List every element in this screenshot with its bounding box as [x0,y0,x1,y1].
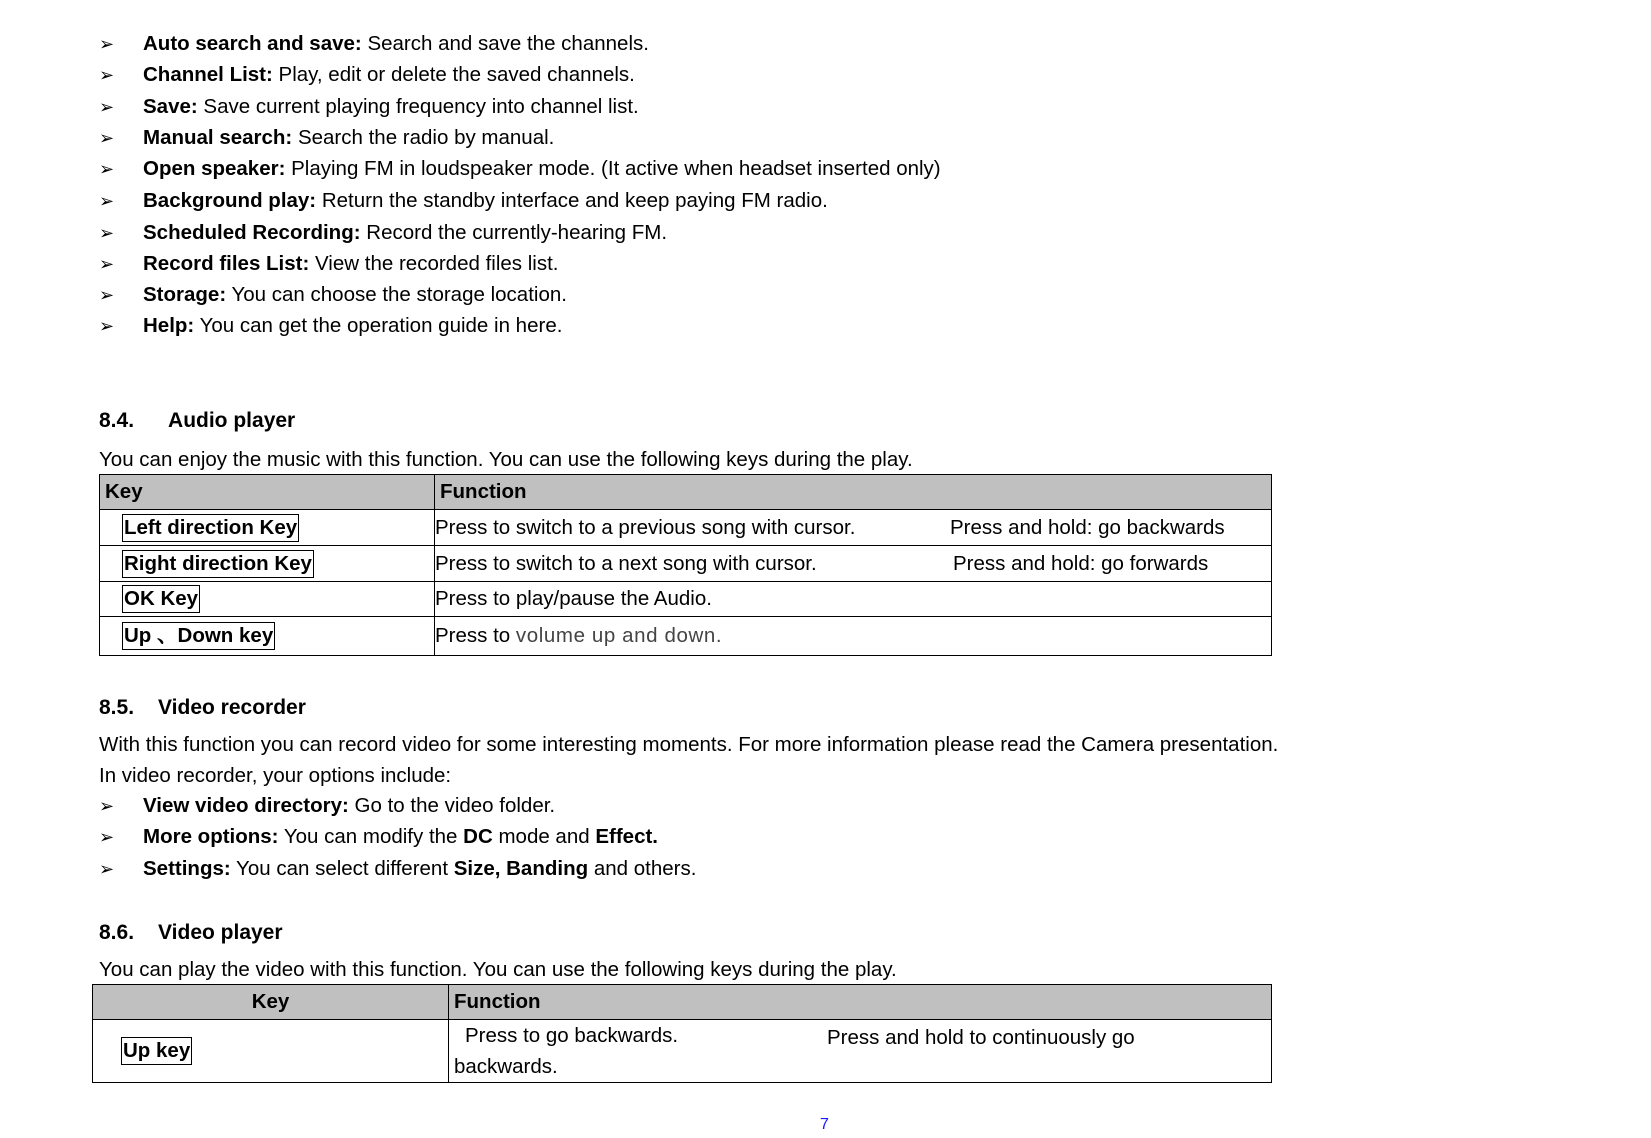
hold-text: Press and hold: go forwards [953,552,1209,575]
hold-text: Press and hold to continuously go [827,1026,1135,1049]
section-heading-audio-player [99,409,295,433]
section-heading-video-player [99,921,283,945]
option-description: Return the standby interface and keep paying FM radio. [316,189,828,212]
bullet-arrow-icon: ➢ [99,97,115,117]
option-label: Help: [143,314,195,337]
option-description: Save current playing frequency into channel list. [197,95,639,118]
bullet-arrow-icon: ➢ [99,796,115,816]
table-header-row [100,475,1272,510]
section-number: 8.6. [99,921,135,944]
bullet-arrow-icon: ➢ [99,254,115,274]
option-label: Channel List: [143,63,273,86]
table-row [100,546,1272,582]
option-label: Open speaker: [143,157,286,180]
section-title: Video recorder [158,696,306,719]
section-title: Video player [158,921,283,944]
key-label: Left direction Key [122,514,299,542]
section-number: 8.5. [99,696,135,719]
bullet-arrow-icon: ➢ [99,159,115,179]
option-label: Scheduled Recording: [143,221,361,244]
recorder-intro: With this function you can record video for some interesting moments. For more information please read the Camera presentation. [99,733,1279,756]
option-label: Manual search: [143,126,293,149]
header-key: Key [100,475,435,510]
section-heading-video-recorder [99,696,306,720]
table-header-row [93,985,1272,1020]
audio-intro: You can enjoy the music with this function. You can use the following keys during the play. [99,448,913,471]
video-keys-table [92,984,1272,1083]
key-label: Up 、Down key [122,622,275,650]
option-description: Search the radio by manual. [292,126,555,149]
section-title: Audio player [168,409,296,432]
option-description: View the recorded files list. [309,252,559,275]
option-label: Save: [143,95,198,118]
function-text-wrap: backwards. [454,1055,558,1078]
audio-keys-table [99,474,1272,656]
table-row [100,617,1272,656]
function-text: Press to [435,624,516,647]
key-label: Right direction Key [122,550,314,578]
option-description: You can choose the storage location. [226,283,567,306]
bullet-arrow-icon: ➢ [99,223,115,243]
option-label: Background play: [143,189,317,212]
option-description: Play, edit or delete the saved channels. [272,63,635,86]
bullet-arrow-icon: ➢ [99,65,115,85]
option-description: Search and save the channels. [361,32,649,55]
table-row [100,510,1272,546]
recorder-options-intro: In video recorder, your options include: [99,764,452,787]
header-function: Function [435,475,1272,510]
option-label: Auto search and save: [143,32,362,55]
bullet-arrow-icon: ➢ [99,34,115,54]
section-number: 8.4. [99,409,135,432]
key-label: Up key [121,1037,192,1065]
function-text-gray: volume up and down. [515,624,723,647]
function-text: Press to switch to a next song with cursor. [435,551,817,575]
table-row [93,1020,1272,1083]
bullet-arrow-icon: ➢ [99,859,115,879]
function-text: Press to go backwards. [465,1024,679,1047]
video-intro: You can play the video with this function. You can use the following keys during the play. [99,958,897,981]
header-key: Key [93,985,449,1020]
option-label: Record files List: [143,252,310,275]
table-row [100,582,1272,617]
option-description: Record the currently-hearing FM. [360,221,668,244]
option-description: Playing FM in loudspeaker mode. (It active when headset inserted only) [285,157,941,180]
bullet-arrow-icon: ➢ [99,191,115,211]
bullet-arrow-icon: ➢ [99,827,115,847]
key-label: OK Key [122,585,200,613]
bullet-arrow-icon: ➢ [99,285,115,305]
page-number: 7 [820,1116,829,1133]
header-function: Function [449,985,1272,1020]
option-label: Storage: [143,283,227,306]
function-text: Press to switch to a previous song with cursor. [435,515,856,539]
option-description: You can get the operation guide in here. [194,314,563,337]
function-text: Press to play/pause the Audio. [435,587,712,610]
bullet-arrow-icon: ➢ [99,316,115,336]
bullet-arrow-icon: ➢ [99,128,115,148]
hold-text: Press and hold: go backwards [950,516,1225,539]
